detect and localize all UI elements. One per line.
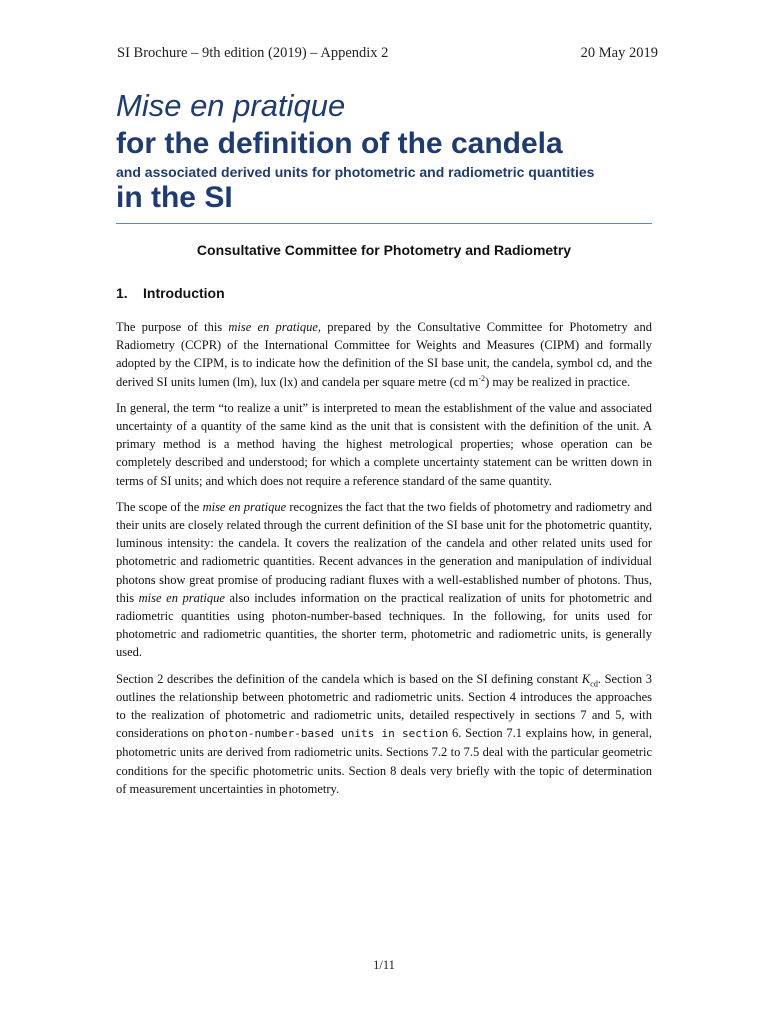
- title-main: for the definition of the candela: [116, 127, 563, 160]
- p4-mono-text: photon-number-based units in section: [208, 727, 449, 741]
- p3-text-c: recognizes the fact that the two fields of photometry and radiometry and their units are closely related through the current definition of the SI base unit for the photometric quantity, luminous intensity: the candela. It covers the realization of the candela and other related units used for photometric and radiometric quantities. Recent advances in the generation and manipulation of individual photons show great promise of producing radiant fluxes with a well-established number of photons. Thus, this: [116, 499, 653, 605]
- title-italic: Mise en pratique: [116, 88, 346, 123]
- title-subtitle: and associated derived units for photometric and radiometric quantities: [116, 164, 595, 180]
- p3-italic-2: mise en pratique: [138, 590, 225, 605]
- paragraph-2: In general, the term “to realize a unit” is interpreted to mean the establishment of the value and associated uncertainty of a quantity of the same kind as the unit that is consistent with the definition of the unit. A primary method is a method having the highest metrological properties; whose operation can be completely described and understood; for which a complete uncertainty statement can be written down in terms of SI units; and which does not require a reference standard of the same quantity.: [116, 400, 652, 488]
- section-title: Introduction: [143, 285, 225, 301]
- p1-italic: mise en pratique: [228, 320, 318, 334]
- title-tail: in the SI: [116, 181, 233, 214]
- committee-name: Consultative Committee for Photometry and Radiometry: [196, 242, 572, 258]
- paragraph-1: [116, 318, 652, 391]
- p3-text-a: The scope of the: [116, 499, 203, 514]
- p4-text-a: Section 2 describes the definition of the candela which is based on the SI defining constant: [116, 671, 582, 686]
- p3-italic-1: mise en pratique: [202, 499, 287, 514]
- p4-constant-symbol: K: [581, 671, 591, 686]
- p1-text-c: , prepared by the Consultative Committee for Photometry and Radiometry (CCPR) of the International Committee for Weights and Measures (CIPM) and formally adopted by the CIPM, is to indicate how the definition of the SI base unit, the candela, symbol cd, and the derived SI units lumen (lm), lux (lx) and candela per square metre (cd m: [116, 320, 652, 389]
- p1-text-a: The purpose of this: [116, 320, 229, 334]
- title-divider: [116, 223, 652, 224]
- p4-text-c: 6. Section 7.1 explains how, in general, photometric units are derived from radiometric units. Sections 7.2 to 7.5 deal with the particular geometric conditions for the specific photometric units. Section 8 deals very briefly with the topic of determination of measurement uncertainties in photometry.: [116, 726, 652, 796]
- p1-superscript: -2: [478, 373, 486, 383]
- running-header-title: SI Brochure – 9th edition (2019) – Appendix 2: [117, 45, 389, 61]
- running-header-date: 20 May 2019: [580, 45, 658, 61]
- paragraph-3: [116, 498, 652, 662]
- p1-text-d: ) may be realized in practice.: [485, 374, 631, 389]
- p4-constant-subscript: cd: [590, 679, 598, 689]
- page-number: 1/11: [373, 958, 395, 972]
- p4-text-b: . Section 3 outlines the relationship between photometric and radiometric units. Section 4 introduces the approaches to the realization of photometric and radiometric units, detailed respectively in sections 7 and 5, with considerations on: [116, 671, 652, 741]
- body-text: [116, 318, 652, 806]
- section-number: 1.: [116, 285, 128, 301]
- paragraph-4: [116, 670, 652, 798]
- p3-text-e: also includes information on the practical realization of units for photometric and radiometric quantities using photon-number-based techniques. In the following, for units used for photometric and radiometric quantities, the shorter term, photometric and radiometric units, is generally used.: [116, 590, 653, 660]
